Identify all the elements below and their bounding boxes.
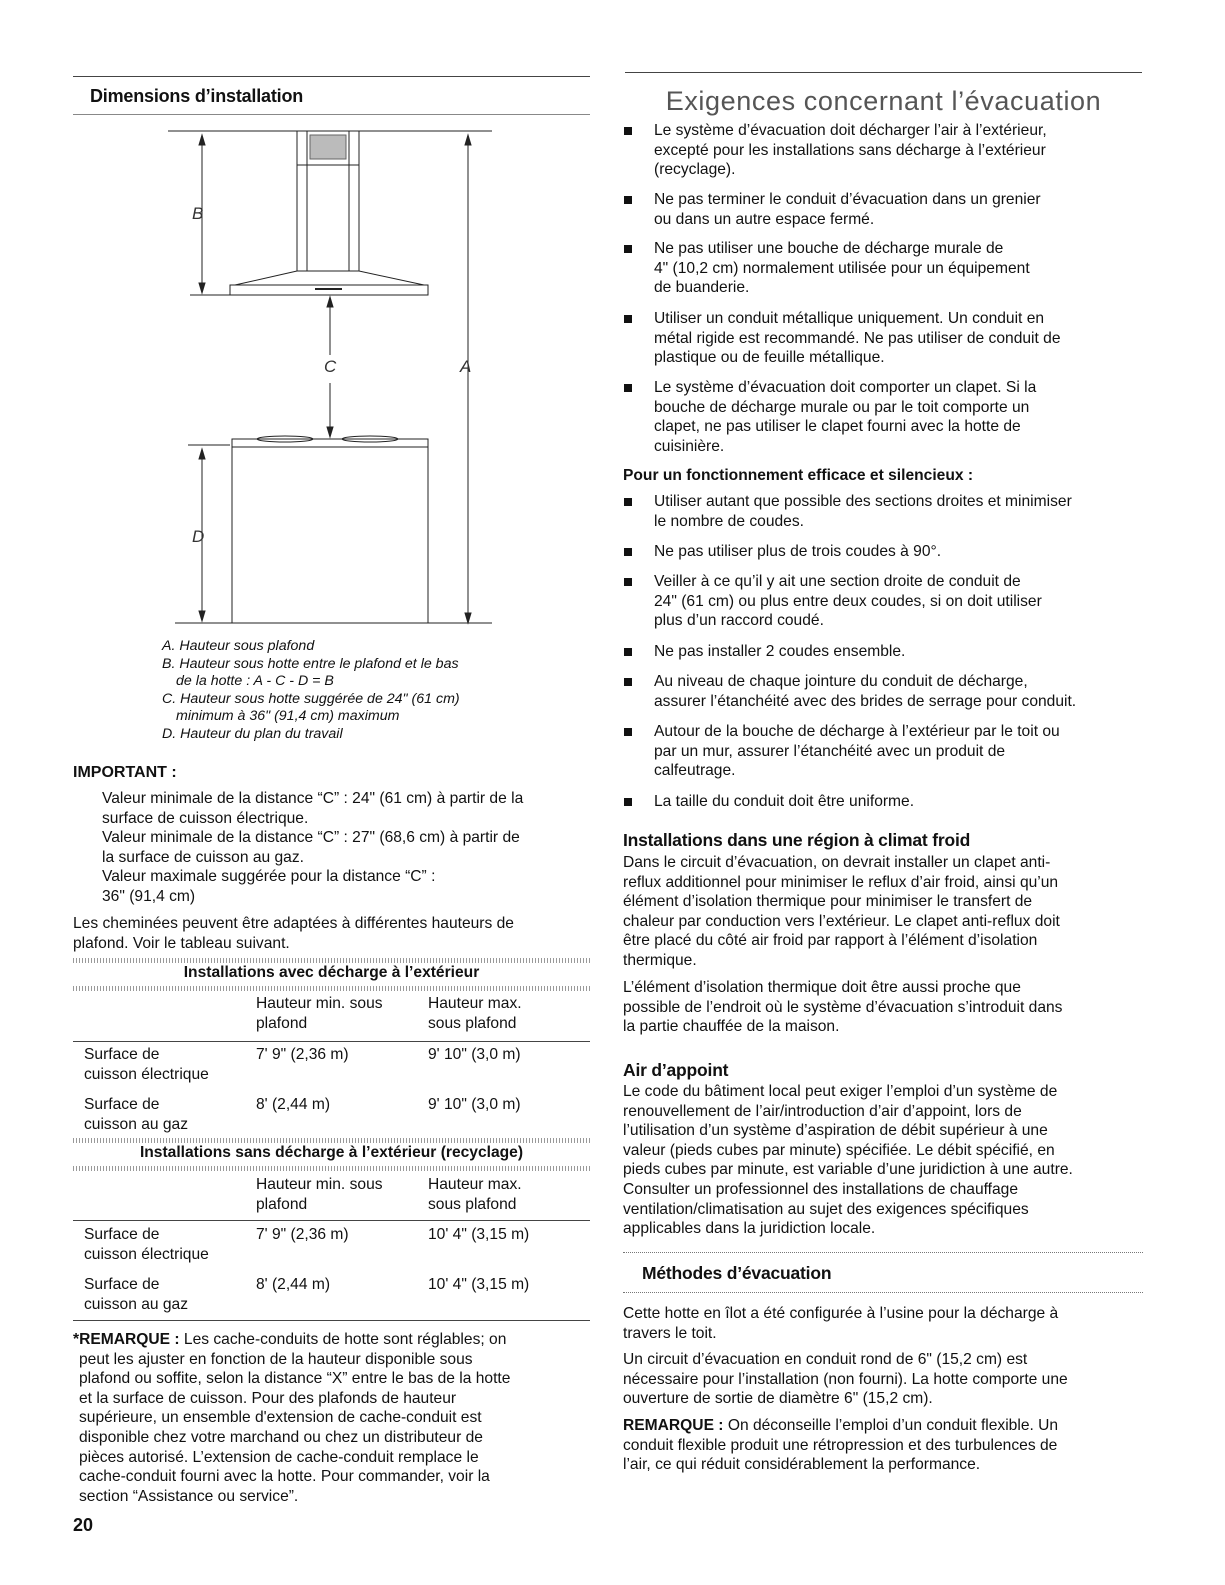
list-item-line: bouche de décharge murale ou par le toit comporte un — [654, 398, 1030, 416]
table1-header-rule — [73, 1041, 590, 1042]
table2-bottom-rule — [73, 1320, 590, 1321]
bullet-square-icon — [624, 127, 632, 135]
section-title-methods: Méthodes d’évacuation — [642, 1263, 832, 1283]
list-item-line: Le système d’évacuation doit décharger l’air à l’extérieur, — [654, 122, 1047, 139]
counter-cabinet — [232, 447, 428, 623]
label-a: A — [460, 357, 472, 376]
table1-col-min: Hauteur min. sous plafond — [256, 995, 383, 1032]
table-row: Surface de cuisson au gaz — [84, 1276, 189, 1313]
caption-d: D. Hauteur du plan du travail — [162, 726, 343, 742]
methods-paragraph-2: Un circuit d’évacuation en conduit rond de 6" (15,2 cm) est nécessaire pour l’installation (non fourni). La hotte comporte une ouverture de sortie de diamètre 6" (15,2 cm). — [623, 1351, 1068, 1408]
list-item-line: 4" (10,2 cm) normalement utilisée pour un équipement — [654, 259, 1030, 277]
list-item-line: 24" (61 cm) ou plus entre deux coudes, si on doit utiliser — [654, 592, 1042, 610]
table-cell: 8' (2,44 m) — [256, 1276, 331, 1293]
table-cell: 9' 10" (3,0 m) — [428, 1046, 521, 1063]
important-line: surface de cuisson électrique. — [102, 809, 309, 827]
list-item — [654, 792, 914, 812]
methods-rule-bottom — [623, 1292, 1143, 1293]
list-item-line: Ne pas installer 2 coudes ensemble. — [654, 643, 906, 660]
table2-col-min: Hauteur min. sous plafond — [256, 1176, 383, 1213]
important-line: 36" (91,4 cm) — [102, 887, 196, 905]
bullet-square-icon — [624, 245, 632, 253]
list-item-line: Utiliser autant que possible des sections droites et minimiser — [654, 493, 1072, 510]
important-line: Valeur maximale suggérée pour la distance “C” : — [102, 868, 436, 886]
table1-hatch-bottom — [73, 986, 590, 991]
table1-col-max: Hauteur max. sous plafond — [428, 995, 522, 1032]
methods-remark-label: REMARQUE : — [623, 1417, 724, 1434]
list-item-line: par un mur, assurer l’étanchéité avec un produit de — [654, 742, 1006, 760]
table2-hatch-top — [73, 1138, 590, 1143]
list-item — [654, 121, 1047, 180]
list-item-line: Le système d’évacuation doit comporter un clapet. Si la — [654, 379, 1037, 396]
important-line: Valeur minimale de la distance “C” : 27" (68,6 cm) à partir de — [102, 829, 520, 847]
list-item-line: cuisinière. — [654, 437, 725, 455]
remark-paragraph: *REMARQUE : Les cache-conduits de hotte sont réglables; on peut les ajuster en fonction de la hauteur disponible sous plafond ou soffite, selon la distance “X” entre le bas de la hotte et la surface de cuisson. Pour des plafonds de hauteur supérieure, un ensemble d'extension de cache-conduit est disponible chez votre marchand ou chez un distributeur de pièces autorisé. L’extension de cache-conduit remplace le cache-conduit fourni avec la hotte. Pour commander, voir la section “Assistance ou service”. — [73, 1331, 511, 1505]
caption-b-cont: de la hotte : A - C - D = B — [176, 673, 334, 689]
bullet-square-icon — [624, 798, 632, 806]
hood-canopy — [235, 271, 424, 285]
table2-hatch-bottom — [73, 1166, 590, 1171]
list-item-line: excepté pour les installations sans décharge à l’extérieur — [654, 141, 1046, 159]
list-item-line: métal rigide est recommandé. Ne pas utiliser de conduit de — [654, 329, 1061, 347]
methods-paragraph-1: Cette hotte en îlot a été configurée à l’usine pour la décharge à travers le toit. — [623, 1305, 1059, 1342]
caption-c: C. Hauteur sous hotte suggérée de 24" (61 cm) — [162, 691, 460, 707]
table-cell: 10' 4" (3,15 m) — [428, 1226, 530, 1243]
table1-hatch-top — [73, 958, 590, 963]
table-cell: 8' (2,44 m) — [256, 1096, 331, 1113]
list-item-line: Autour de la bouche de décharge à l’extérieur par le toit ou — [654, 723, 1060, 740]
table2-col-max: Hauteur max. sous plafond — [428, 1176, 522, 1213]
section-title-cold: Installations dans une région à climat froid — [623, 830, 971, 850]
top-rule-right — [625, 72, 1142, 73]
bullet-square-icon — [624, 196, 632, 204]
table2-header-rule — [73, 1220, 590, 1221]
list-item-line: calfeutrage. — [654, 762, 736, 780]
section-title-air: Air d’appoint — [623, 1060, 729, 1080]
methods-rule-top — [623, 1252, 1143, 1253]
remark-label: *REMARQUE : — [73, 1331, 180, 1348]
cold-paragraph-2: L’élément d’isolation thermique doit être aussi proche que possible de l’endroit où le système d’évacuation s’introduit dans la partie chauffée de la maison. — [623, 979, 1063, 1036]
section-title-exigences: Exigences concernant l’évacuation — [665, 86, 1102, 116]
caption-a: A. Hauteur sous plafond — [162, 638, 315, 654]
list-item — [654, 672, 1076, 711]
list-item — [654, 309, 1061, 368]
caption-b: B. Hauteur sous hotte entre le plafond et le bas — [162, 656, 459, 672]
table-cell: 7' 9" (2,36 m) — [256, 1226, 349, 1243]
table-cell: 7' 9" (2,36 m) — [256, 1046, 349, 1063]
list-item — [654, 572, 1042, 631]
list-item-line: le nombre de coudes. — [654, 512, 804, 530]
list-item — [654, 239, 1030, 298]
important-line: la surface de cuisson au gaz. — [102, 848, 304, 866]
list-item-line: ou dans un autre espace fermé. — [654, 210, 875, 228]
list-item-line: (recyclage). — [654, 161, 736, 179]
list-item-line: Veiller à ce qu’il y ait une section droite de conduit de — [654, 573, 1021, 590]
list-item-line: assurer l’étanchéité avec des brides de serrage pour conduit. — [654, 692, 1077, 710]
bullet-square-icon — [624, 548, 632, 556]
list-item-line: Au niveau de chaque jointure du conduit de décharge, — [654, 673, 1028, 690]
list-item-line: plastique ou de feuille métallique. — [654, 349, 885, 367]
caption-c-cont: minimum à 36" (91,4 cm) maximum — [176, 708, 400, 724]
label-b: B — [192, 204, 204, 223]
important-line: Valeur minimale de la distance “C” : 24" (61 cm) à partir de la — [102, 790, 524, 807]
list-item-line: Ne pas utiliser plus de trois coudes à 90°. — [654, 543, 942, 560]
label-d: D — [192, 527, 205, 546]
table-cell: 9' 10" (3,0 m) — [428, 1096, 521, 1113]
list-item-line: Ne pas terminer le conduit d’évacuation dans un grenier — [654, 191, 1041, 208]
list-item — [654, 542, 941, 562]
table2-title: Installations sans décharge à l’extérieur (recyclage) — [139, 1144, 524, 1161]
list-item-line: plus d’un raccord coudé. — [654, 612, 824, 630]
list-item-line: Ne pas utiliser une bouche de décharge murale de — [654, 240, 1004, 257]
list-item — [654, 492, 1072, 531]
table-row: Surface de cuisson au gaz — [84, 1096, 189, 1133]
methods-paragraph-3: REMARQUE : On déconseille l’emploi d’un conduit flexible. Un conduit flexible produit une rétropression et des turbulences de l’air, ce qui réduit considérablement la performance. — [623, 1417, 1059, 1474]
bullet-square-icon — [624, 678, 632, 686]
intro-paragraph: Les cheminées peuvent être adaptées à différentes hauteurs de plafond. Voir le tableau suivant. — [73, 915, 514, 952]
list-item — [654, 190, 1041, 229]
list-item — [654, 642, 905, 662]
list-item-line: Utiliser un conduit métallique uniquement. Un conduit en — [654, 310, 1045, 327]
table1-title: Installations avec décharge à l’extérieur — [183, 964, 480, 981]
bullet-square-icon — [624, 498, 632, 506]
section-rule — [73, 114, 590, 115]
subsection-title-efficient: Pour un fonctionnement efficace et silencieux : — [623, 467, 974, 484]
bullet-square-icon — [624, 728, 632, 736]
list-item — [654, 722, 1060, 781]
section-title-dimensions: Dimensions d’installation — [90, 86, 304, 106]
installation-diagram — [160, 125, 510, 630]
vent-grille — [310, 135, 346, 159]
cold-paragraph-1: Dans le circuit d’évacuation, on devrait installer un clapet anti- reflux additionnel pour minimiser le reflux d’air froid, ainsi qu’un élément d’isolation thermique pour minimiser le transfert de chaleur par conduction vers l’extérieur. Le clapet anti-reflux doit être placé du côté air froid par rapport à l’élément d’isolation thermique. — [623, 854, 1060, 969]
table-row: Surface de cuisson électrique — [84, 1226, 209, 1263]
bullet-square-icon — [624, 384, 632, 392]
air-paragraph: Le code du bâtiment local peut exiger l’emploi d’un système de renouvellement de l’air/introduction d’air d’appoint, lors de l’utilisation d’un système d’aspiration de débit supérieur à une valeur (pieds cubes par minute) spécifiée. Le débit spécifié, en pieds cubes par minute, est variable d’une juridiction à une autre. Consulter un professionnel des installations de chauffage ventilation/climatisation au sujet des exigences spécifiques applicables dans la juridiction locale. — [623, 1083, 1073, 1238]
list-item — [654, 378, 1036, 456]
important-block — [102, 789, 523, 907]
bullet-square-icon — [624, 315, 632, 323]
list-item-line: clapet, ne pas utiliser le clapet fourni avec la hotte de — [654, 418, 1021, 436]
page-number: 20 — [73, 1515, 94, 1535]
table-row: Surface de cuisson électrique — [84, 1046, 209, 1083]
list-item-line: de buanderie. — [654, 279, 750, 297]
list-item-line: La taille du conduit doit être uniforme. — [654, 793, 915, 810]
label-c: C — [324, 357, 337, 376]
bullet-square-icon — [624, 648, 632, 656]
bullet-square-icon — [624, 578, 632, 586]
important-title: IMPORTANT : — [73, 764, 177, 781]
top-rule-left — [73, 76, 590, 77]
table-cell: 10' 4" (3,15 m) — [428, 1276, 530, 1293]
